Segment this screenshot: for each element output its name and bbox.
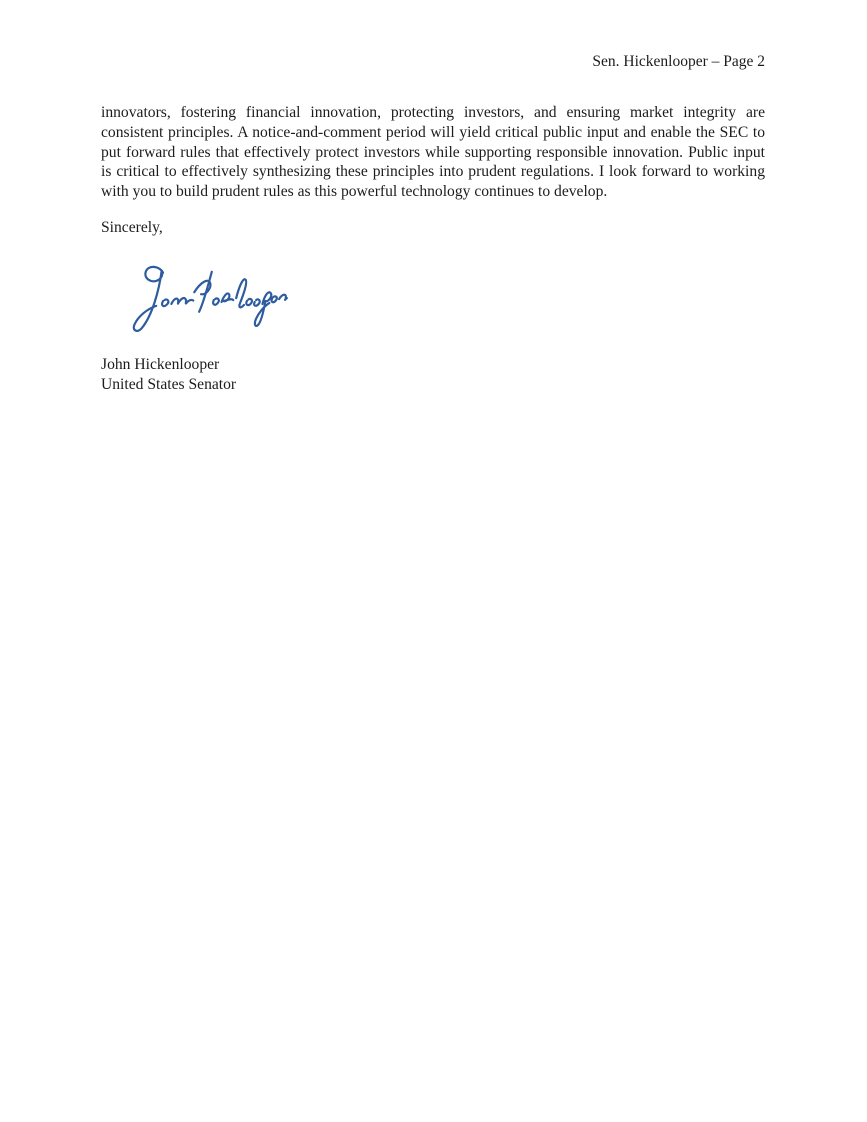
signature-stroke xyxy=(134,267,163,331)
sender-block xyxy=(101,355,765,395)
signature-stroke xyxy=(162,298,193,306)
body-paragraph: innovators, fostering financial innovation, protecting investors, and ensuring market integrity are consistent principles. A notice-and-comment period will yield critical public input and enable the SEC to put forward rules that effectively protect investors while supporting responsible innovation. Public input is critical to effectively synthesizing these principles into prudent regulations. I look forward to working with you to build prudent rules as this powerful technology continues to develop. xyxy=(101,104,765,201)
signature-image xyxy=(115,263,293,341)
signature-stroke xyxy=(194,272,212,312)
page-header: Sen. Hickenlooper – Page 2 xyxy=(592,53,765,70)
sender-title: United States Senator xyxy=(101,375,237,393)
handwritten-signature-icon xyxy=(115,263,293,341)
closing-salutation: Sincerely, xyxy=(101,218,163,236)
sender-name: John Hickenlooper xyxy=(101,355,220,373)
signature-stroke xyxy=(236,279,260,307)
signature-stroke xyxy=(255,292,287,326)
signature-stroke xyxy=(213,293,233,304)
letter-content xyxy=(101,52,765,394)
